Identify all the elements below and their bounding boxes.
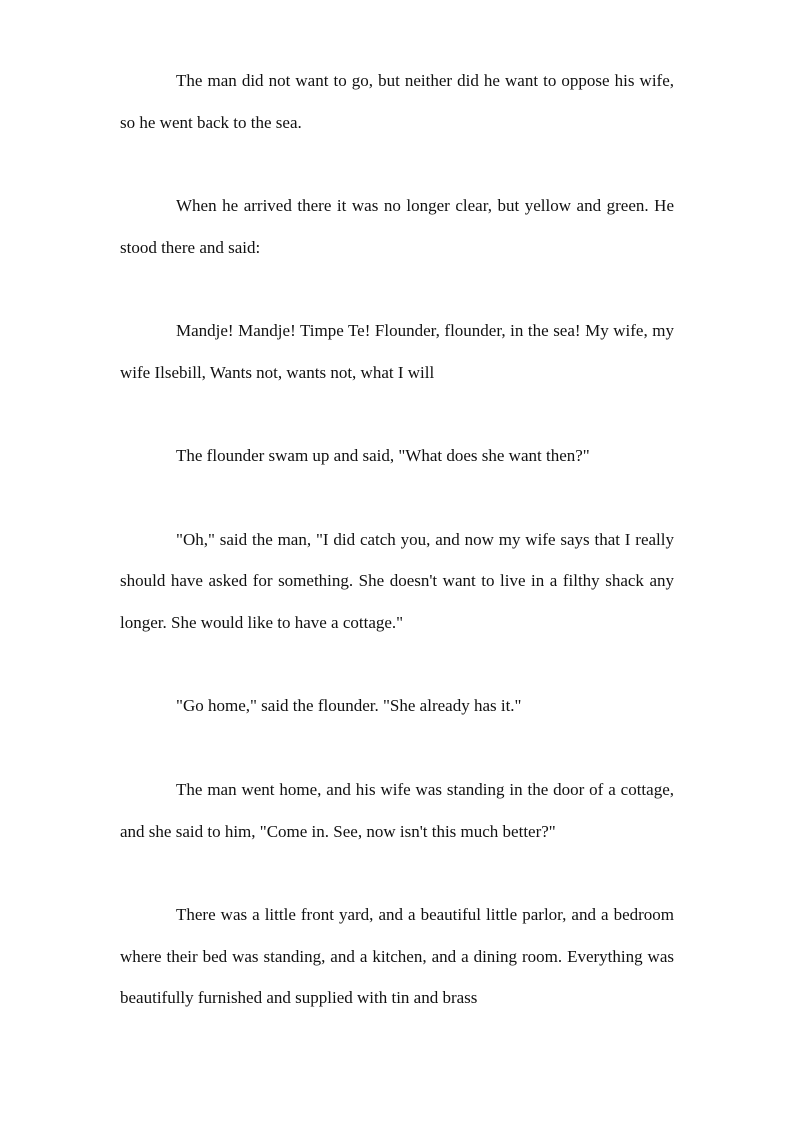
paragraph-8: There was a little front yard, and a beautiful little parlor, and a bedroom where their bed was standing, and a kitchen, and a dining room. Everything was beautifully furnished and supplied with tin and brass xyxy=(120,904,674,1008)
paragraph-6: "Go home," said the flounder. "She already has it." xyxy=(176,696,522,716)
paragraph-4: The flounder swam up and said, "What does she want then?" xyxy=(176,446,590,466)
paragraph-2: When he arrived there it was no longer clear, but yellow and green. He stood there and said: xyxy=(120,196,674,257)
paragraph-3-verse: Mandje! Mandje! Timpe Te! Flounder, flounder, in the sea! My wife, my wife Ilsebill, Wants not, wants not, what I will xyxy=(120,321,674,382)
paragraph-1: The man did not want to go, but neither did he want to oppose his wife, so he went back to the sea. xyxy=(120,71,674,132)
document-body xyxy=(120,60,674,1019)
paragraph-5: "Oh," said the man, "I did catch you, and now my wife says that I really should have asked for something. She doesn't want to live in a filthy shack any longer. She would like to have a cottage." xyxy=(120,529,674,633)
paragraph-7: The man went home, and his wife was standing in the door of a cottage, and she said to him, "Come in. See, now isn't this much better?" xyxy=(120,779,674,841)
